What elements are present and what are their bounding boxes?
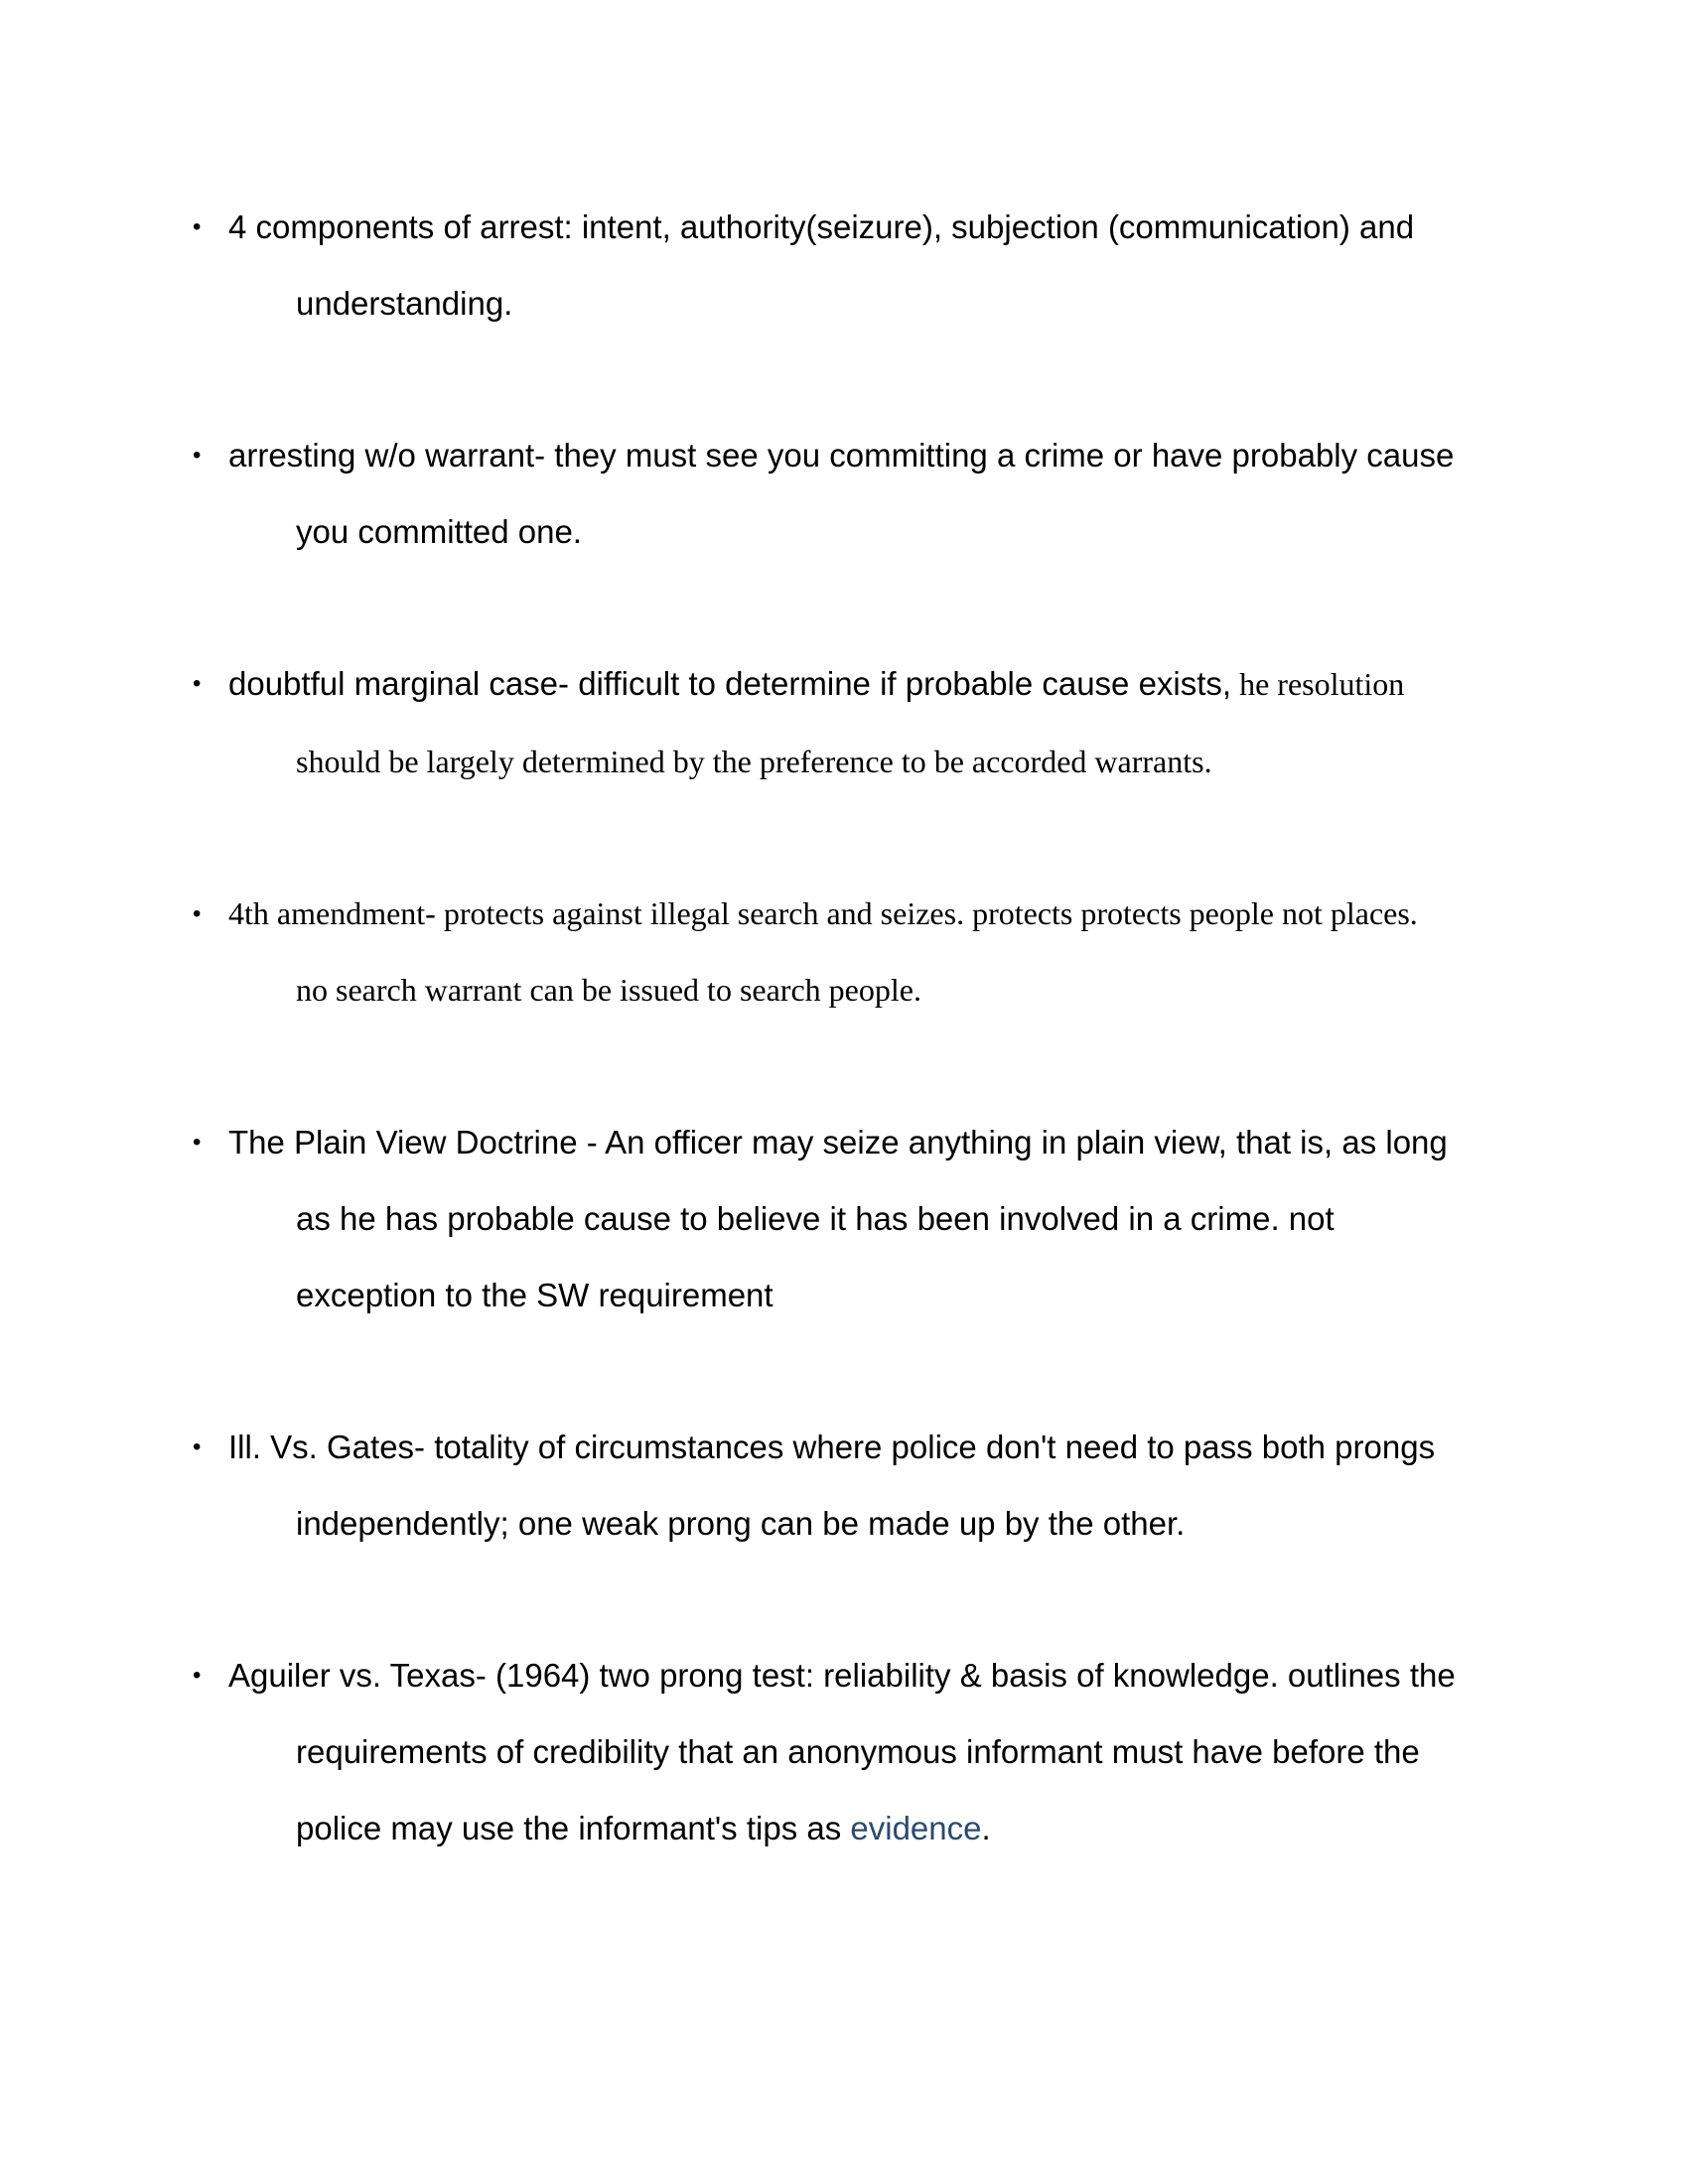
notes-bullet-list — [191, 189, 1501, 1942]
bullet-icon: • — [193, 1433, 202, 1460]
bullet-icon: • — [193, 1662, 202, 1689]
text-line: Aguiler vs. Texas- (1964) two prong test: reliability & basis of knowledge. outlines the — [228, 1657, 1456, 1694]
list-item-text — [228, 1409, 1501, 1562]
bullet-icon: • — [193, 670, 202, 697]
bullet-icon: • — [193, 1129, 202, 1156]
list-item-text — [228, 189, 1501, 341]
list-item-fourth-amendment — [191, 876, 1501, 1028]
text-line: The Plain View Doctrine - An officer may seize anything in plain view, that is, as long — [228, 1124, 1448, 1160]
text-segment: . — [981, 1810, 991, 1846]
text-line: arresting w/o warrant- they must see you committing a crime or have probably cause — [228, 437, 1455, 474]
text-segment: police may use the informant's tips as — [296, 1810, 851, 1846]
text-line: 4th amendment- protects against illegal search and seizes. protects protects people not places. — [228, 895, 1418, 931]
list-item-ill-vs-gates — [191, 1409, 1501, 1562]
text-line — [228, 645, 1501, 724]
list-item-arrest-components — [191, 189, 1501, 341]
text-line: requirements of credibility that an anonymous informant must have before the — [296, 1733, 1420, 1770]
list-item-aguiler-vs-texas — [191, 1637, 1501, 1866]
text-segment: he resolution — [1231, 666, 1405, 702]
list-item-plain-view-doctrine — [191, 1104, 1501, 1333]
list-item-arrest-without-warrant — [191, 417, 1501, 570]
text-line: no search warrant can be issued to search people. — [296, 972, 921, 1008]
list-item-text — [228, 1637, 1501, 1866]
text-segment: doubtful marginal case- difficult to determine if probable cause exists, — [228, 665, 1232, 702]
list-item-text — [228, 645, 1501, 800]
text-line: independently; one weak prong can be made up by the other. — [296, 1505, 1186, 1542]
text-line: Ill. Vs. Gates- totality of circumstances where police don't need to pass both prongs — [228, 1429, 1436, 1465]
bullet-icon: • — [193, 442, 202, 469]
list-item-doubtful-marginal-case — [191, 645, 1501, 800]
list-item-text — [228, 876, 1501, 1028]
text-line: 4 components of arrest: intent, authority(seizure), subjection (communication) and — [228, 208, 1415, 245]
bullet-icon: • — [193, 900, 202, 927]
list-item-text — [228, 417, 1501, 570]
text-line: as he has probable cause to believe it has been involved in a crime. not — [296, 1200, 1335, 1237]
text-line: exception to the SW requirement — [296, 1277, 774, 1313]
text-line: understanding. — [296, 285, 513, 322]
text-line: you committed one. — [296, 513, 582, 550]
evidence-link[interactable]: evidence — [850, 1810, 982, 1846]
list-item-text — [228, 1104, 1501, 1333]
bullet-icon: • — [193, 213, 202, 240]
text-line — [228, 1790, 1501, 1866]
text-line: should be largely determined by the preference to be accorded warrants. — [296, 744, 1212, 779]
